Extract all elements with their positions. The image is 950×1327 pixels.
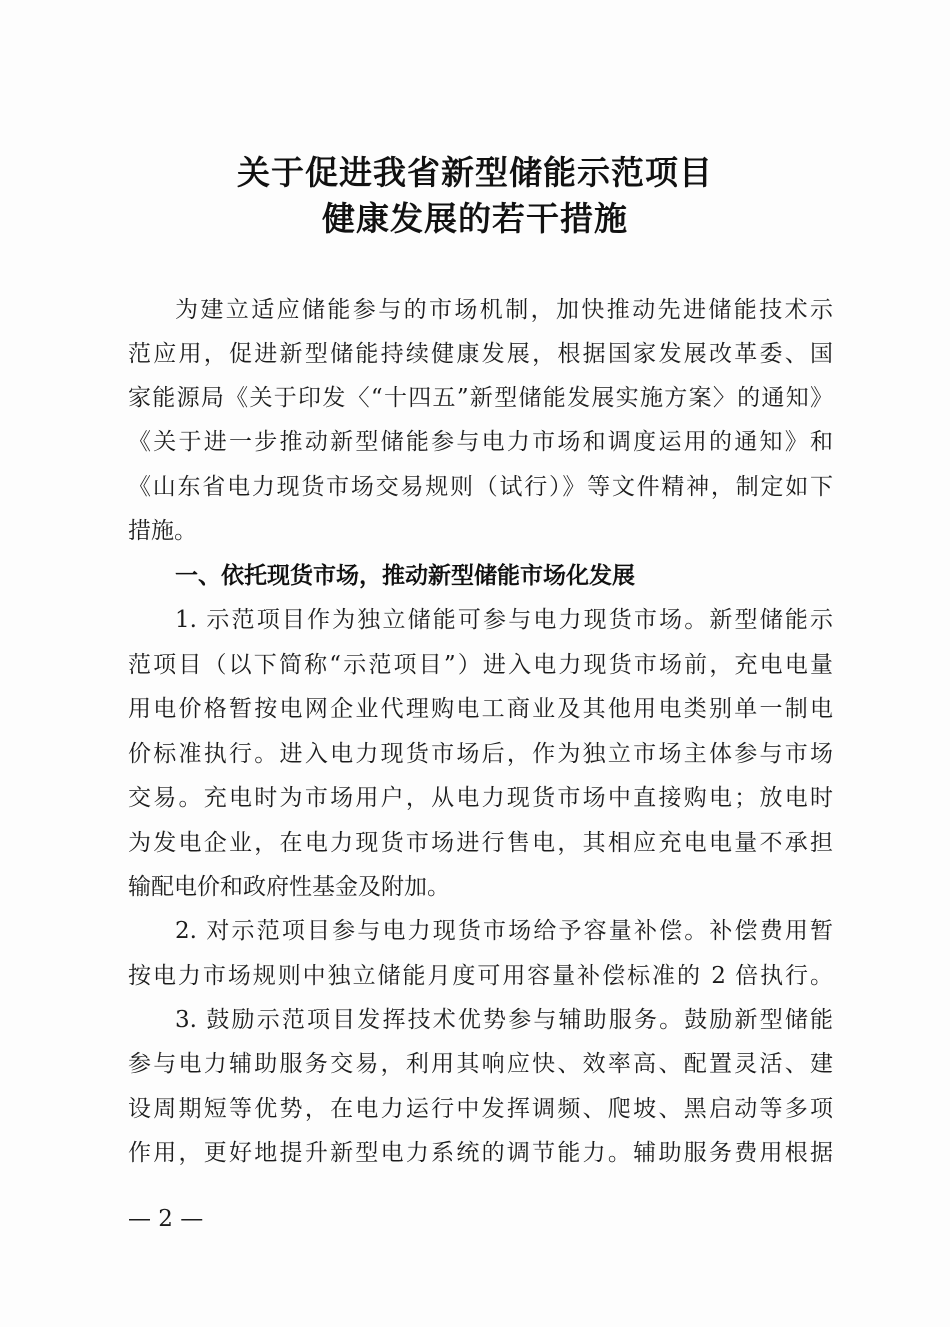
item-3-line-1: 3. 鼓励示范项目发挥技术优势参与辅助服务。鼓励新型储能 [175,1007,833,1033]
document-title-line-2: 健康发展的若干措施 [322,199,628,238]
item-1-line-4: 价标准执行。进入电力现货市场后，作为独立市场主体参与市场 [128,741,833,767]
item-3-line-2: 参与电力辅助服务交易，利用其响应快、效率高、配置灵活、建 [128,1051,833,1077]
item-3-line-3: 设周期短等优势，在电力运行中发挥调频、爬坡、黑启动等多项 [128,1096,833,1122]
page-number: — 2 — [128,1206,204,1232]
item-1-line-2: 范项目（以下简称“示范项目”）进入电力现货市场前，充电电量 [128,652,833,678]
item-2-line-2: 按电力市场规则中独立储能月度可用容量补偿标准的 2 倍执行。 [128,963,833,989]
item-2-line-1: 2. 对示范项目参与电力现货市场给予容量补偿。补偿费用暂 [175,918,833,944]
item-3-line-4: 作用，更好地提升新型电力系统的调节能力。辅助服务费用根据 [128,1140,833,1166]
item-1-line-5: 交易。充电时为市场用户，从电力现货市场中直接购电；放电时 [128,785,833,811]
intro-line-6: 措施。 [128,518,197,544]
intro-line-3: 家能源局《关于印发〈“十四五”新型储能发展实施方案〉的通知》 [128,385,833,411]
item-1-line-7: 输配电价和政府性基金及附加。 [128,874,450,900]
intro-line-5: 《山东省电力现货市场交易规则（试行）》等文件精神，制定如下 [128,474,833,500]
section-1-heading: 一、依托现货市场，推动新型储能市场化发展 [175,563,635,589]
intro-line-1: 为建立适应储能参与的市场机制，加快推动先进储能技术示 [175,297,833,323]
item-1-line-1: 1. 示范项目作为独立储能可参与电力现货市场。新型储能示 [175,607,833,633]
item-1-line-3: 用电价格暂按电网企业代理购电工商业及其他用电类别单一制电 [128,696,833,722]
document-title-line-1: 关于促进我省新型储能示范项目 [237,153,713,192]
intro-line-2: 范应用，促进新型储能持续健康发展，根据国家发展改革委、国 [128,341,833,367]
intro-line-4: 《关于进一步推动新型储能参与电力市场和调度运用的通知》和 [128,429,833,455]
item-1-line-6: 为发电企业，在电力现货市场进行售电，其相应充电电量不承担 [128,830,833,856]
